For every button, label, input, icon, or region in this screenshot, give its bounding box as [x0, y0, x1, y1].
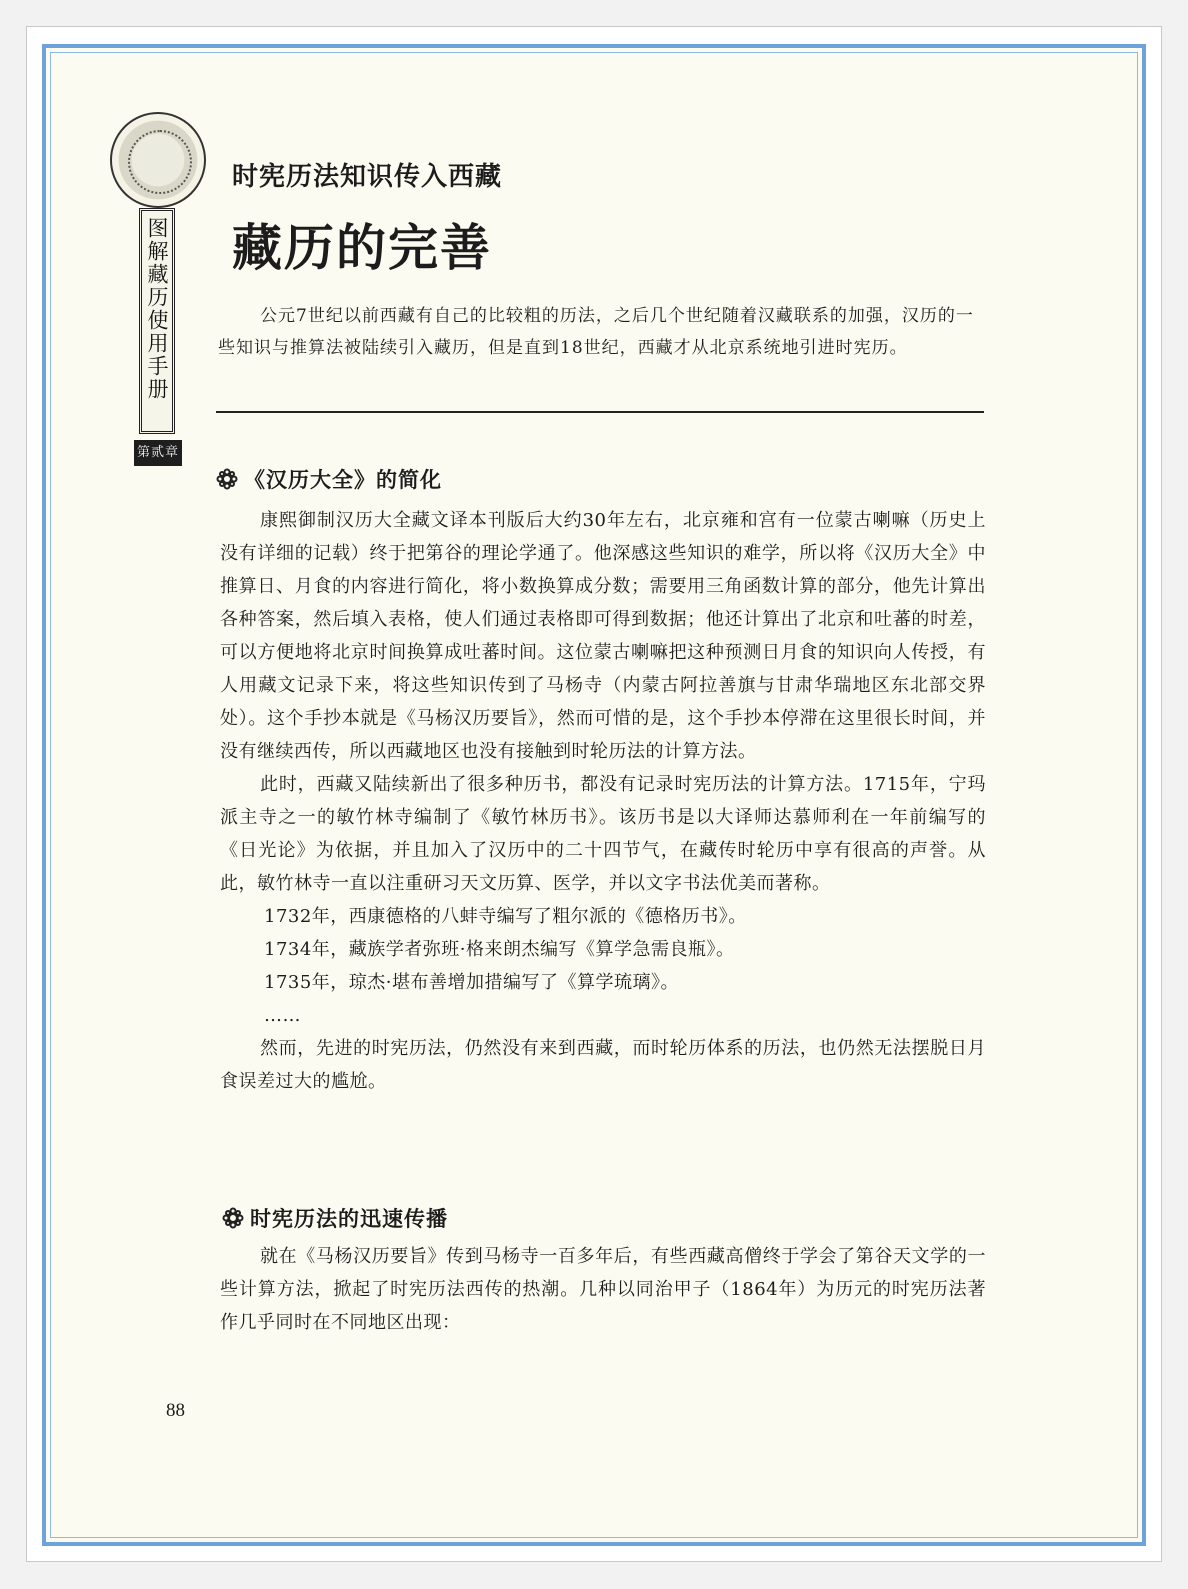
chapter-tag: 第贰章	[134, 440, 182, 466]
section-heading-2-text: 时宪历法的迅速传播	[250, 1207, 448, 1231]
knot-ornament-icon	[222, 1207, 244, 1229]
section-heading-1-text: 《汉历大全》的简化	[244, 468, 442, 492]
section-subtitle: 时宪历法知识传入西藏	[232, 162, 503, 192]
section-heading-1	[216, 464, 442, 494]
knot-ornament-icon	[216, 468, 238, 490]
paragraph: 就在《马杨汉历要旨》传到马杨寺一百多年后，有些西藏高僧终于学会了第谷天文学的一些计算方法，掀起了时宪历法西传的热潮。几种以同治甲子（1864年）为历元的时宪历法著作几乎同时在不同地区出现：	[220, 1246, 986, 1333]
list-item: ……	[264, 1005, 301, 1026]
section-1-body	[220, 504, 986, 1098]
list-item: 1735年，琼杰·堪布善增加措编写了《算学琉璃》。	[264, 972, 680, 993]
page-title: 藏历的完善	[232, 218, 492, 277]
paragraph: 康熙御制汉历大全藏文译本刊版后大约30年左右，北京雍和宫有一位蒙古喇嘛（历史上没有详细的记载）终于把第谷的理论学通了。他深感这些知识的难学，所以将《汉历大全》中推算日、月食的内容进行简化，将小数换算成分数；需要用三角函数计算的部分，他先计算出各种答案，然后填入表格，使人们通过表格即可得到数据；他还计算出了北京和吐蕃的时差，可以方便地将北京时间换算成吐蕃时间。这位蒙古喇嘛把这种预测日月食的知识向人传授，有人用藏文记录下来，将这些知识传到了马杨寺（内蒙古阿拉善旗与甘肃华瑞地区东北部交界处）。这个手抄本就是《马杨汉历要旨》，然而可惜的是，这个手抄本停滞在这里很长时间，并没有继续西传，所以西藏地区也没有接触到时轮历法的计算方法。	[220, 510, 986, 762]
book-title-spine	[139, 208, 175, 434]
paragraph: 然而，先进的时宪历法，仍然没有来到西藏，而时轮历体系的历法，也仍然无法摆脱日月食误差过大的尴尬。	[220, 1038, 986, 1092]
paragraph: 此时，西藏又陆续新出了很多种历书，都没有记录时宪历法的计算方法。1715年，宁玛派主寺之一的敏竹林寺编制了《敏竹林历书》。该历书是以大译师达慕师利在一年前编写的《日光论》为依据，并且加入了汉历中的二十四节气，在藏传时轮历中享有很高的声誉。从此，敏竹林寺一直以注重研习天文历算、医学，并以文字书法优美而著称。	[220, 774, 986, 894]
list-item: 1732年，西康德格的八蚌寺编写了粗尔派的《德格历书》。	[264, 906, 747, 927]
seal-ornament-icon	[110, 112, 206, 208]
intro-paragraph: 公元7世纪以前西藏有自己的比较粗的历法，之后几个世纪随着汉藏联系的加强，汉历的一些知识与推算法被陆续引入藏历，但是直到18世纪，西藏才从北京系统地引进时宪历。	[218, 306, 974, 358]
section-2-body	[220, 1240, 986, 1339]
list-item: 1734年，藏族学者弥班·格来朗杰编写《算学急需良瓶》。	[264, 939, 735, 960]
book-title: 图解藏历使用手册	[145, 217, 169, 401]
section-heading-2	[222, 1203, 448, 1233]
page-number: 88	[166, 1400, 185, 1421]
divider	[216, 411, 984, 413]
